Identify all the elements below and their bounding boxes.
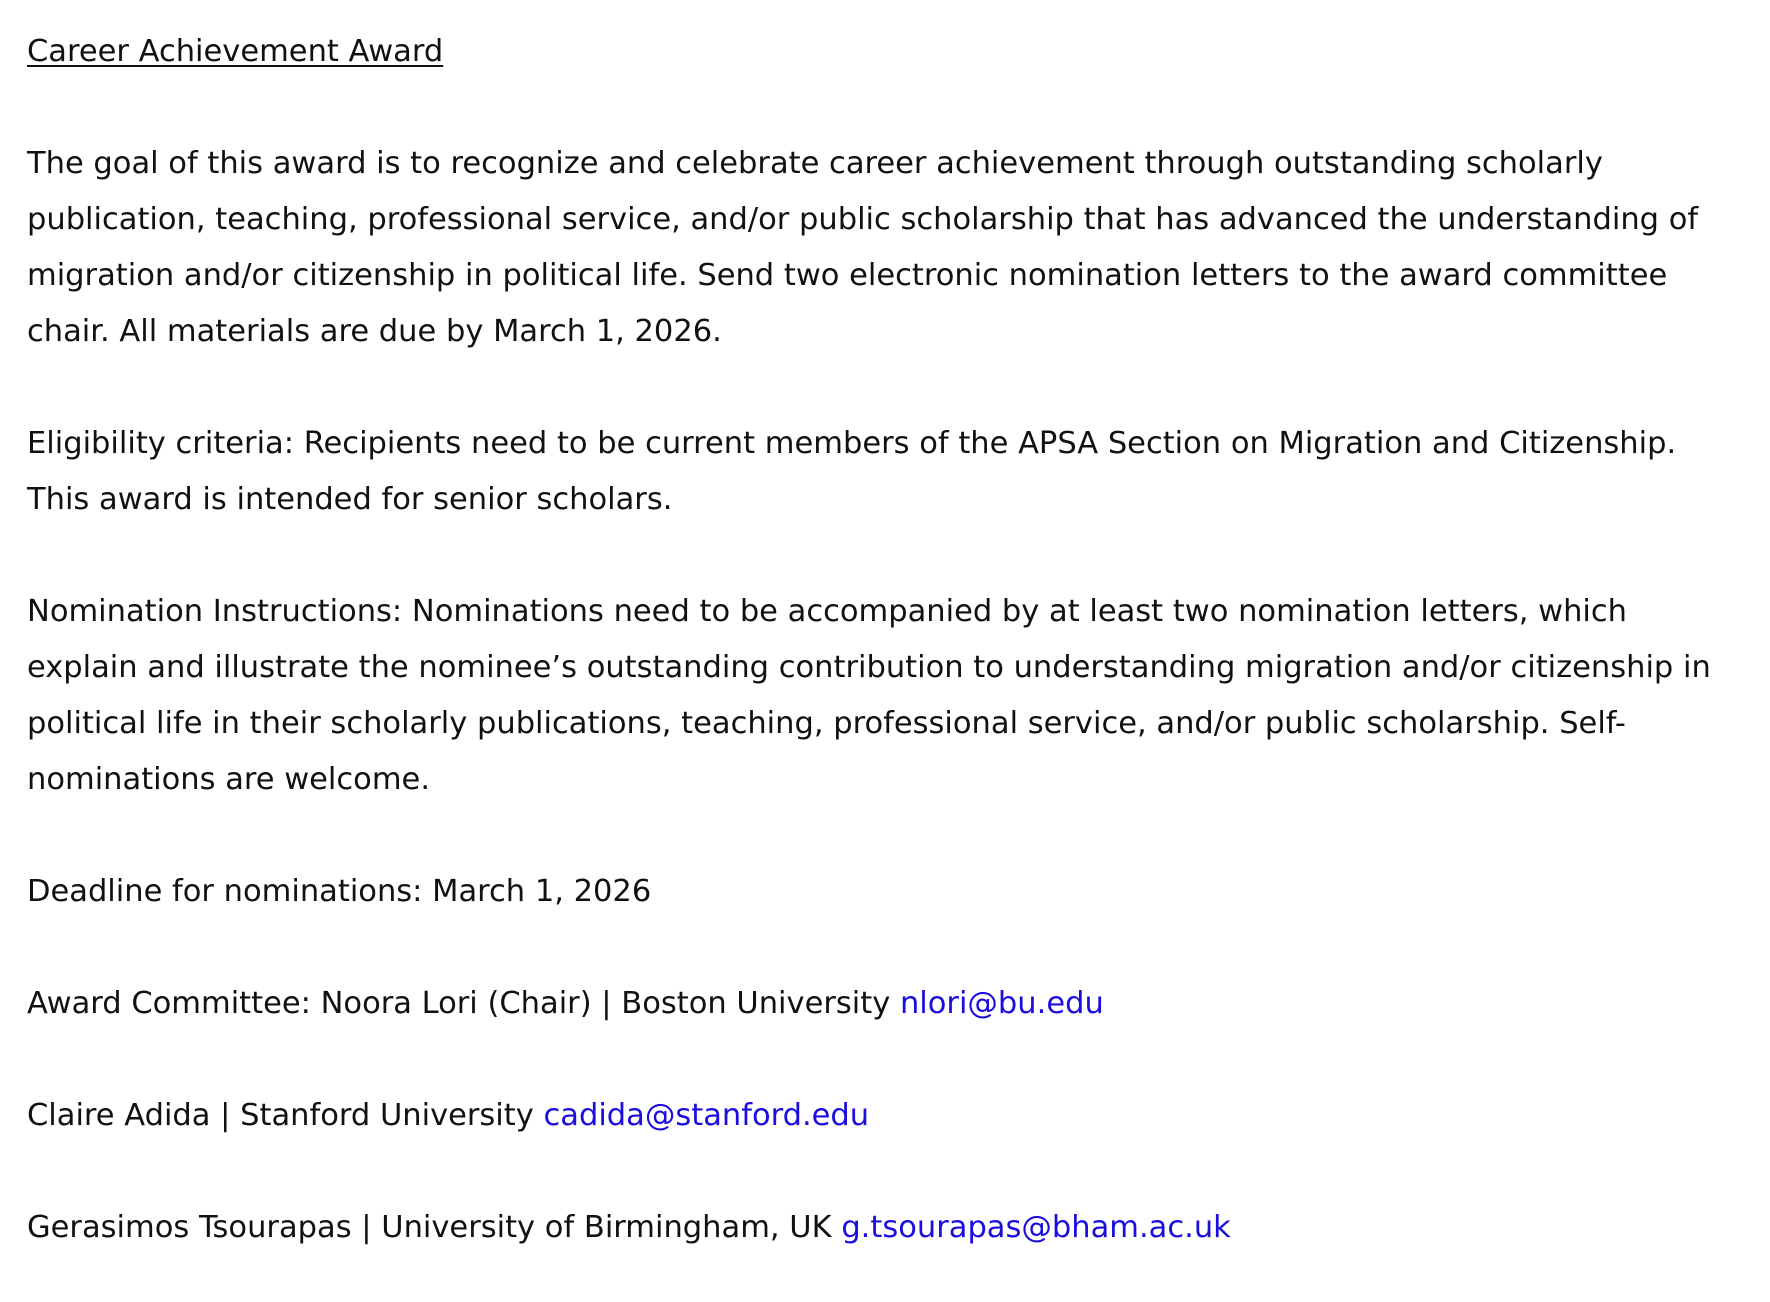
award-title: Career Achievement Award [27, 34, 444, 69]
award-document [27, 24, 1727, 1256]
committee-member-text: Claire Adida | Stanford University [27, 1098, 544, 1133]
deadline-paragraph: Deadline for nominations: March 1, 2026 [27, 874, 652, 909]
chair-email-link[interactable]: nlori@bu.edu [899, 986, 1104, 1021]
committee-member-text: Gerasimos Tsourapas | University of Birmingham, UK [27, 1210, 842, 1245]
committee-chair-line [27, 976, 1727, 1032]
member-email-link[interactable]: g.tsourapas@bham.ac.uk [841, 1210, 1231, 1245]
member-email-link[interactable]: cadida@stanford.edu [543, 1098, 870, 1133]
committee-chair-text: Award Committee: Noora Lori (Chair) | Boston University [27, 986, 900, 1021]
committee-member-line [27, 1088, 1727, 1144]
committee-member-line [27, 1200, 1727, 1256]
instructions-paragraph: Nomination Instructions: Nominations need to be accompanied by at least two nomination letters, which explain and illustrate the nominee’s outstanding contribution to understanding migration and/or citizenship in political life in their scholarly publications, teaching, professional service, and/or public scholarship. Self-nominations are welcome. [27, 594, 1711, 797]
goal-paragraph: The goal of this award is to recognize and celebrate career achievement through outstanding scholarly publication, teaching, professional service, and/or public scholarship that has advanced the understanding of migration and/or citizenship in political life. Send two electronic nomination letters to the award committee chair. All materials are due by March 1, 2026. [27, 146, 1699, 349]
eligibility-paragraph: Eligibility criteria: Recipients need to be current members of the APSA Section on Migration and Citizenship. This award is intended for senior scholars. [27, 426, 1677, 517]
